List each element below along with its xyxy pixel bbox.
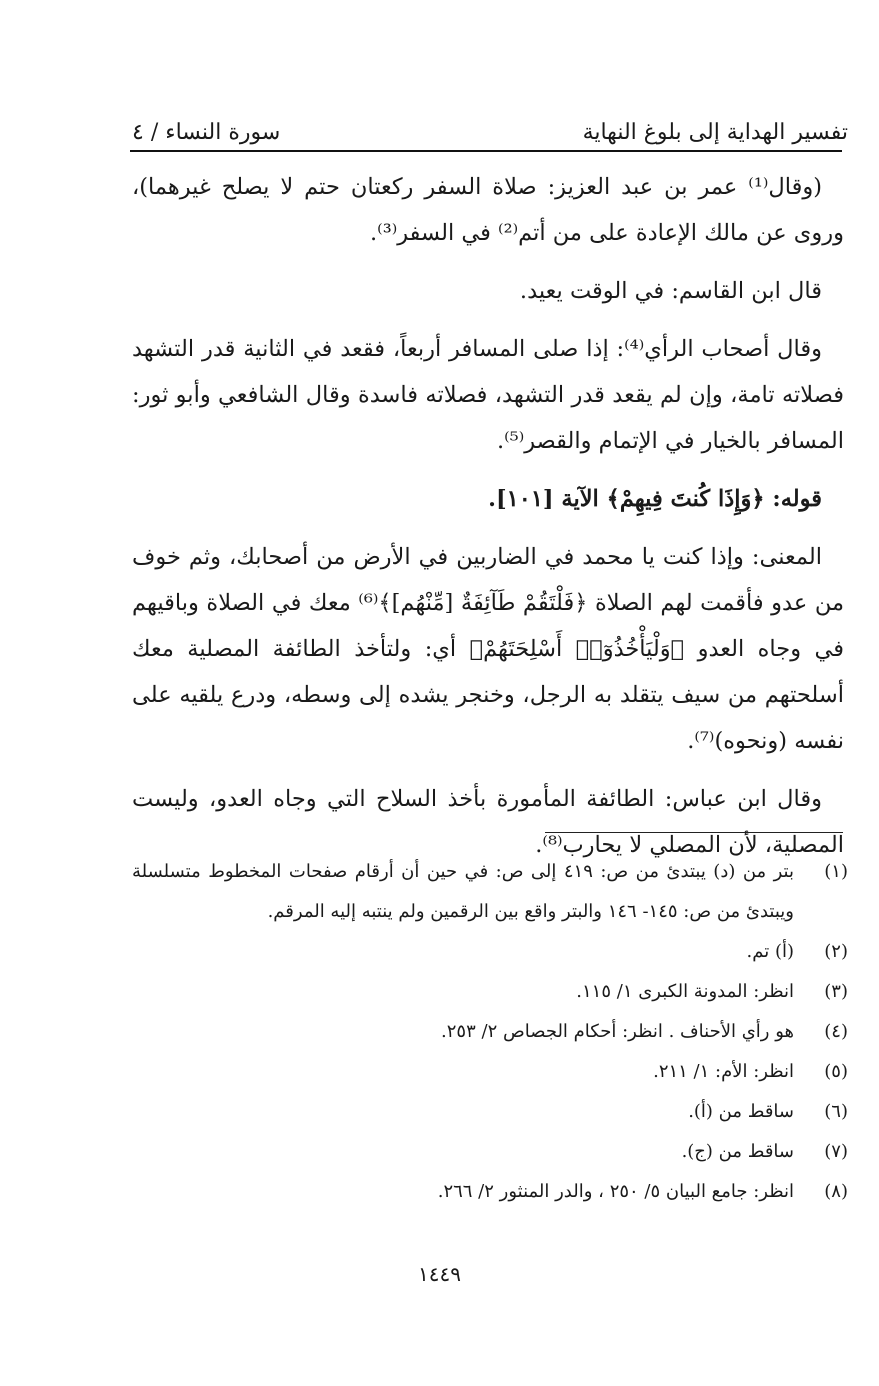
book-title: تفسير الهداية إلى بلوغ النهاية xyxy=(582,119,848,145)
footnote-number: (٦) xyxy=(824,1101,848,1122)
footnote-number: (٥) xyxy=(824,1061,848,1082)
footnote-number: (٣) xyxy=(824,981,848,1002)
footnote-item xyxy=(132,852,848,932)
footnote-item xyxy=(132,1092,848,1132)
footnote-number: (٧) xyxy=(824,1141,848,1162)
footnote-number: (٤) xyxy=(824,1021,848,1042)
footnote-text: ساقط من (ج). xyxy=(681,1141,794,1162)
page-number: ١٤٤٩ xyxy=(418,1262,461,1286)
footnote-number: (٨) xyxy=(824,1181,848,1202)
footnote-text: بتر من (د) يبتدئ من ص: ٤١٩ إلى ص: في حين أن أرقام صفحات المخطوط متسلسلة ويبتدئ من ص: ١٤٥- ١٤٦ والبتر واقع بين الرقمين ولم ينتبه إليه المرقم. xyxy=(132,861,794,922)
paragraph: (وقال⁽¹⁾ عمر بن عبد العزيز: صلاة السفر ركعتان حتم لا يصلح غيرهما)، وروى عن مالك الإعادة على من أتم⁽²⁾ في السفر⁽³⁾. xyxy=(132,174,844,246)
footnote-rule xyxy=(545,832,843,833)
footnote-number: (١) xyxy=(824,861,848,882)
footnote-text: انظر: الأم: ١/ ٢١١. xyxy=(653,1061,794,1082)
paragraph: المعنى: وإذا كنت يا محمد في الضاربين في الأرض من أصحابك، وثم خوف من عدو فأقمت لهم الصلاة ﴿فَلْتَقُمْ طَآئِفَةٌ [مِّنْهُم]﴾⁽⁶⁾ معك في الصلاة وباقيهم في وجاه العدو ﴿وَلْيَأْخُذُوٓا۟ أَسْلِحَتَهُمْ﴾ أي: ولتأخذ الطائفة المصلية معك أسلحتهم من سيف يتقلد به الرجل، وخنجر يشده إلى وسطه، ودرع يلقيه على نفسه (ونحوه)⁽⁷⁾. xyxy=(132,544,845,754)
header-rule xyxy=(130,150,842,152)
footnote-item xyxy=(132,1052,848,1092)
footnote-number: (٢) xyxy=(824,941,848,962)
footnote-item xyxy=(132,1012,848,1052)
paragraph: قال ابن القاسم: في الوقت يعيد. xyxy=(519,278,822,304)
footnote-text: انظر: جامع البيان ٥/ ٢٥٠ ، والدر المنثور ٢/ ٢٦٦. xyxy=(437,1181,794,1202)
running-head xyxy=(132,112,848,152)
footnote-item xyxy=(132,1172,848,1212)
footnote-item xyxy=(132,1132,848,1172)
footnote-text: هو رأي الأحناف . انظر: أحكام الجصاص ٢/ ٢٥٣. xyxy=(441,1021,794,1042)
surah-label: سورة النساء / ٤ xyxy=(132,119,281,145)
main-text xyxy=(132,164,844,880)
footnote-text: انظر: المدونة الكبرى ١/ ١١٥. xyxy=(576,981,794,1002)
footnote-item xyxy=(132,972,848,1012)
verse-heading: قوله: ﴿وَإِذَا كُنتَ فِيهِمْ﴾ الآية [١٠١]. xyxy=(488,486,822,512)
footnote-item xyxy=(132,932,848,972)
footnote-text: ساقط من (أ). xyxy=(688,1101,794,1122)
footnote-text: (أ) تم. xyxy=(746,941,794,962)
paragraph: وقال ابن عباس: الطائفة المأمورة بأخذ السلاح التي وجاه العدو، وليست المصلية، لأن المصلي لا يحارب⁽⁸⁾. xyxy=(132,786,844,858)
footnotes xyxy=(132,852,848,1212)
paragraph: وقال أصحاب الرأي⁽⁴⁾: إذا صلى المسافر أربعاً، فقعد في الثانية قدر التشهد فصلاته تامة، وإن لم يقعد قدر التشهد، فصلاته فاسدة وقال الشافعي وأبو ثور: المسافر بالخيار في الإتمام والقصر⁽⁵⁾. xyxy=(132,336,844,454)
